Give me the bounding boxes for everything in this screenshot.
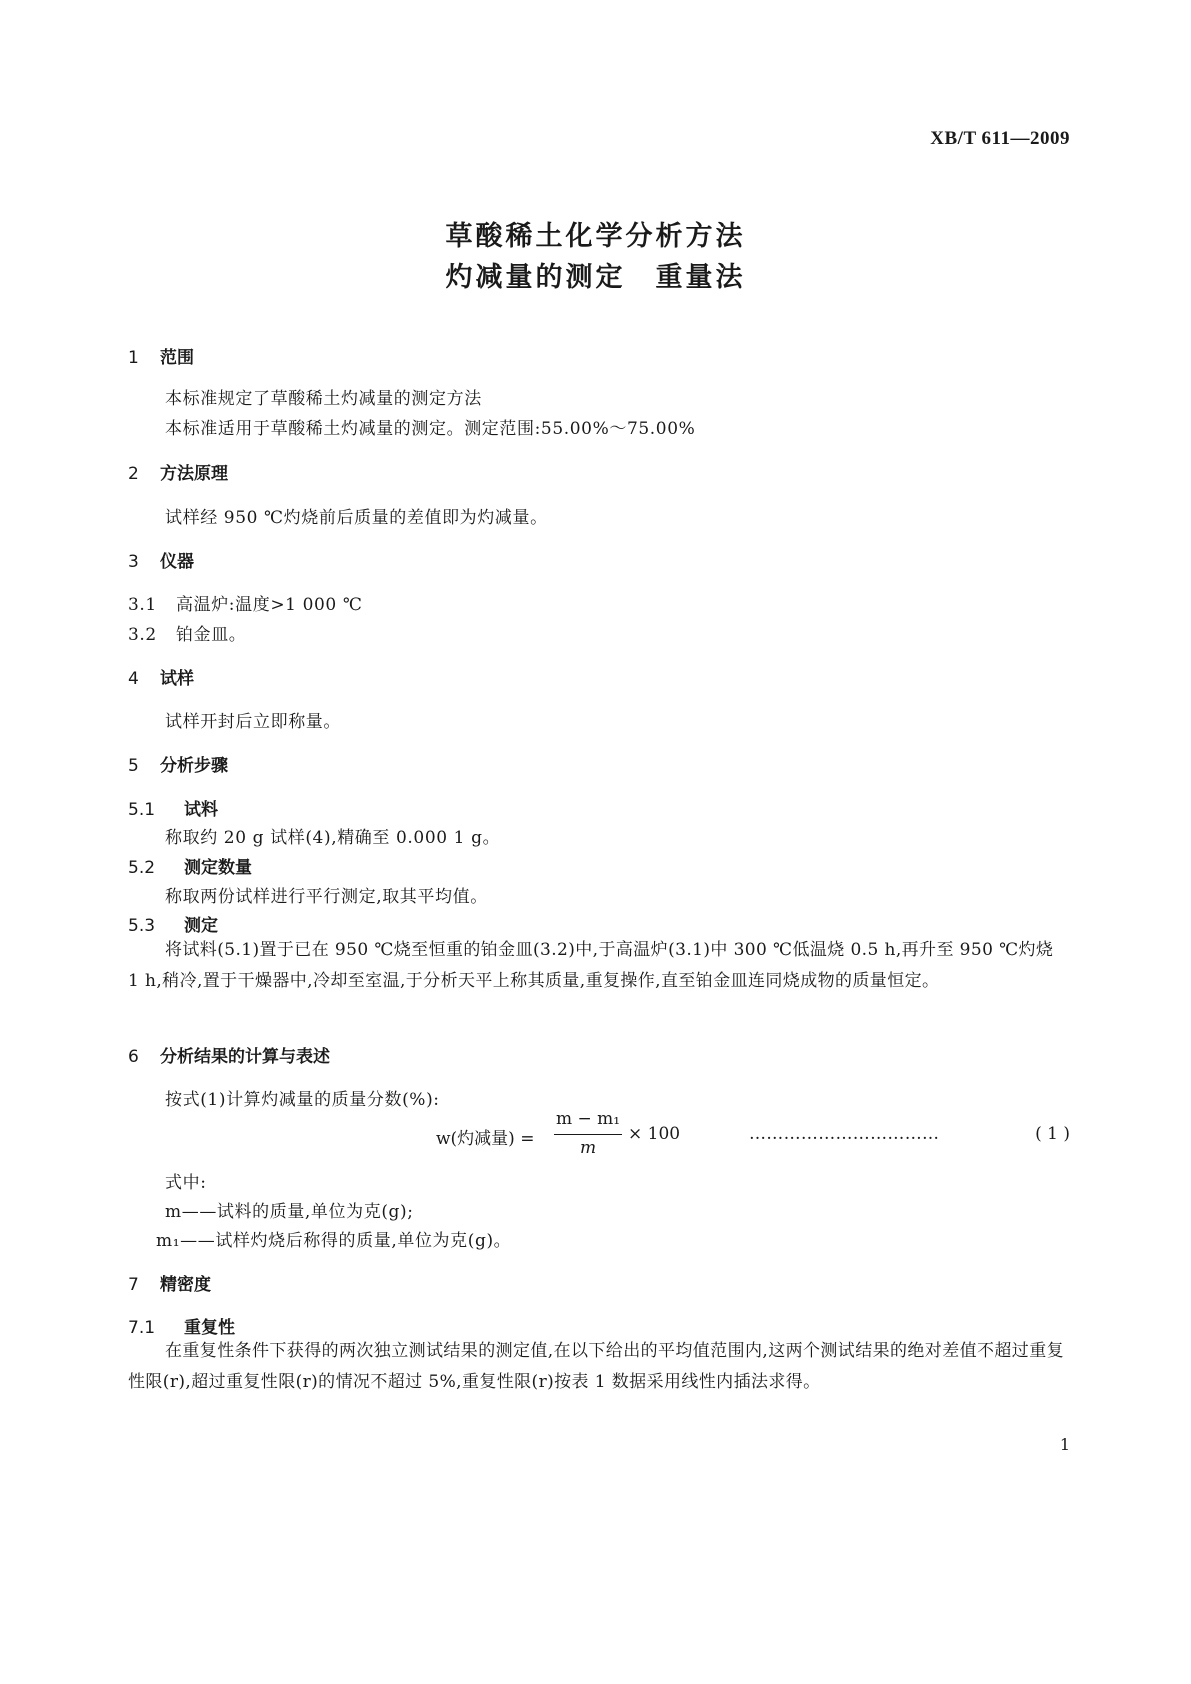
section-1-heading (128, 343, 194, 368)
subsection-title: 重复性 (184, 1318, 235, 1338)
section-number: 3 (128, 552, 139, 572)
section-title: 精密度 (160, 1275, 211, 1295)
section-2-heading (128, 459, 228, 484)
section-4-heading (128, 664, 194, 689)
section-number: 6 (128, 1047, 139, 1067)
subsection-number: 7.1 (128, 1318, 156, 1338)
s6-variable-m: m——试料的质量,单位为克(g); (165, 1202, 414, 1222)
s2-paragraph-1: 试样经 950 ℃灼烧前后质量的差值即为灼减量。 (165, 508, 548, 528)
section-title: 方法原理 (160, 464, 228, 484)
s5-1-text: 称取约 20 g 试样(4),精确至 0.000 1 g。 (165, 828, 501, 848)
section-number: 7 (128, 1275, 139, 1295)
s1-paragraph-1: 本标准规定了草酸稀土灼减量的测定方法 (165, 389, 482, 409)
s5-3-text: 将试料(5.1)置于已在 950 ℃烧至恒重的铂金皿(3.2)中,于高温炉(3.1)中 300 ℃低温烧 0.5 h,再升至 950 ℃灼烧 1 h,稍冷,置于干燥器中,冷却至室温,于分析天平上称其质量,重复操作,直至铂金皿连同烧成物的质量恒定。 (128, 940, 1054, 991)
s3-item-2 (128, 620, 246, 645)
section-title: 分析结果的计算与表述 (160, 1047, 330, 1067)
s6-where: 式中: (165, 1173, 207, 1193)
subsection-number: 5.2 (128, 858, 156, 878)
subsection-title: 试料 (184, 800, 218, 820)
s3-item-1 (128, 590, 362, 615)
item-number: 3.2 (128, 625, 157, 645)
fraction-bar (554, 1134, 622, 1135)
section-number: 1 (128, 348, 139, 368)
subsection-number: 5.1 (128, 800, 156, 820)
item-text: 铂金皿。 (176, 625, 247, 645)
section-title: 试样 (160, 669, 194, 689)
section-title: 仪器 (160, 552, 194, 572)
s1-paragraph-2: 本标准适用于草酸稀土灼减量的测定。测定范围:55.00%～75.00% (165, 419, 696, 439)
section-5-heading (128, 751, 228, 776)
section-number: 2 (128, 464, 139, 484)
s4-paragraph-1: 试样开封后立即称量。 (165, 712, 341, 732)
formula-rhs: × 100 (628, 1124, 681, 1144)
section-6-heading (128, 1042, 330, 1067)
title-line-1: 草酸稀土化学分析方法 (445, 221, 746, 252)
section-7-heading (128, 1270, 211, 1295)
s5-1-heading (128, 795, 218, 820)
subsection-title: 测定数量 (184, 858, 252, 878)
s6-variable-m1: m₁——试样灼烧后称得的质量,单位为克(g)。 (156, 1231, 512, 1251)
page-number: 1 (1059, 1435, 1070, 1454)
s5-3-heading (128, 911, 218, 936)
s5-2-text: 称取两份试样进行平行测定,取其平均值。 (165, 887, 488, 907)
s6-intro: 按式(1)计算灼减量的质量分数(%): (165, 1090, 440, 1110)
item-text: 高温炉:温度>1 000 ℃ (176, 595, 363, 615)
s5-2-heading (128, 853, 252, 878)
section-title: 分析步骤 (160, 756, 228, 776)
formula-lhs: w(灼减量) = (436, 1129, 535, 1149)
standard-number: XB/T 611—2009 (930, 128, 1070, 149)
subsection-title: 测定 (184, 916, 218, 936)
formula-number: ( 1 ) (1035, 1124, 1070, 1144)
s7-1-text: 在重复性条件下获得的两次独立测试结果的测定值,在以下给出的平均值范围内,这两个测试结果的绝对差值不超过重复性限(r),超过重复性限(r)的情况不超过 5%,重复性限(r)按表 1 数据采用线性内插法求得。 (128, 1341, 1065, 1392)
subsection-number: 5.3 (128, 916, 156, 936)
formula-numerator: m − m₁ (555, 1109, 621, 1129)
section-title: 范围 (160, 348, 194, 368)
formula-denominator: m (579, 1138, 597, 1158)
s7-1-heading (128, 1313, 235, 1338)
item-number: 3.1 (128, 595, 157, 615)
section-number: 4 (128, 669, 139, 689)
formula-leader-dots: …………………………… (749, 1124, 940, 1144)
section-3-heading (128, 547, 194, 572)
section-number: 5 (128, 756, 139, 776)
title-line-2: 灼减量的测定 重量法 (445, 262, 746, 293)
